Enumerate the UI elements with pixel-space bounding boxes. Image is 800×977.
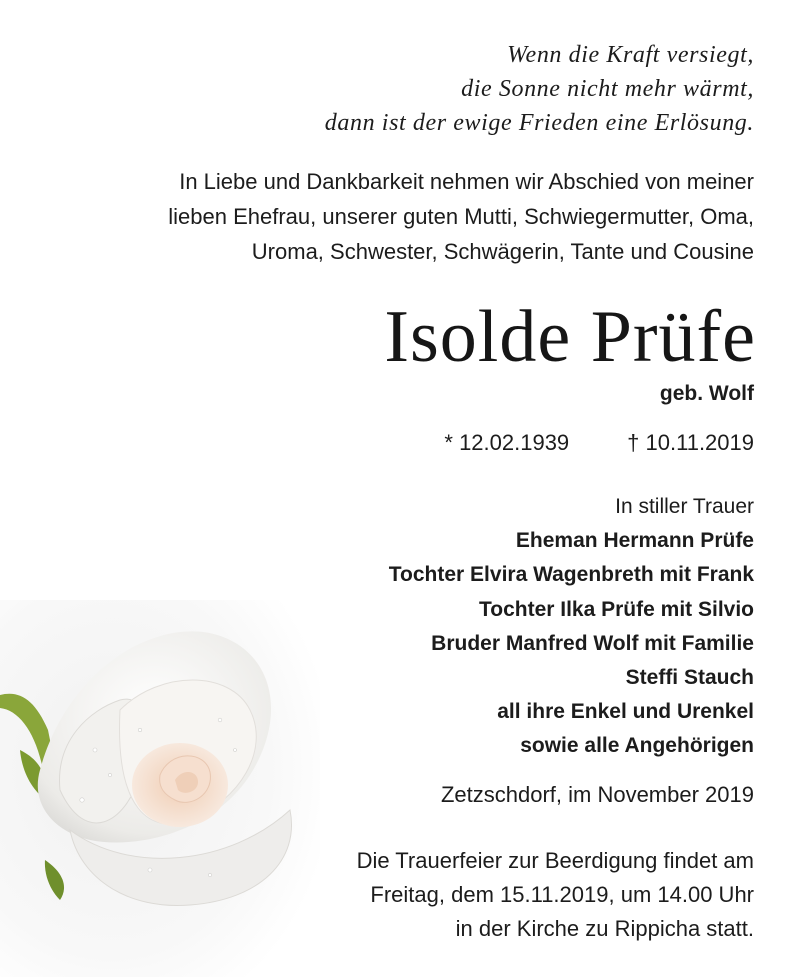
- mourner-entry: Bruder Manfred Wolf mit Familie: [431, 631, 754, 655]
- verse-line: die Sonne nicht mehr wärmt,: [461, 76, 754, 102]
- mourning-heading: In stiller Trauer: [615, 495, 754, 518]
- intro-line: In Liebe und Dankbarkeit nehmen wir Abschied von meiner: [179, 169, 754, 194]
- service-line: Die Trauerfeier zur Beerdigung findet am: [356, 848, 754, 873]
- deceased-name: Isolde Prüfe: [384, 296, 756, 378]
- intro-line: Uroma, Schwester, Schwägerin, Tante und Cousine: [251, 239, 754, 264]
- mourner-entry: Steffi Stauch: [625, 666, 754, 690]
- death-date: † 10.11.2019: [627, 430, 754, 455]
- mourner-entry: sowie alle Angehörigen: [520, 734, 754, 758]
- intro-line: lieben Ehefrau, unserer guten Mutti, Schwiegermutter, Oma,: [168, 204, 754, 229]
- maiden-name: geb. Wolf: [659, 382, 754, 405]
- memorial-verse: [325, 38, 754, 140]
- service-line: in der Kirche zu Rippicha statt.: [455, 916, 754, 941]
- mourner-entry: Tochter Elvira Wagenbreth mit Frank: [388, 563, 754, 587]
- mourners-list: [389, 490, 754, 764]
- place-and-date: Zetzschdorf, im November 2019: [440, 782, 754, 807]
- funeral-service-info: [357, 844, 754, 946]
- verse-line: Wenn die Kraft versiegt,: [507, 42, 754, 68]
- farewell-intro: [168, 164, 754, 269]
- verse-line: dann ist der ewige Frieden eine Erlösung.: [324, 110, 754, 136]
- birth-date: * 12.02.1939: [444, 430, 570, 455]
- mourner-entry: Tochter Ilka Prüfe mit Silvio: [478, 597, 754, 621]
- life-dates: [444, 430, 754, 456]
- mourner-entry: Eheman Hermann Prüfe: [515, 529, 754, 553]
- mourner-entry: all ihre Enkel und Urenkel: [497, 700, 754, 724]
- white-rose-image: [0, 600, 320, 977]
- service-line: Freitag, dem 15.11.2019, um 14.00 Uhr: [370, 882, 754, 907]
